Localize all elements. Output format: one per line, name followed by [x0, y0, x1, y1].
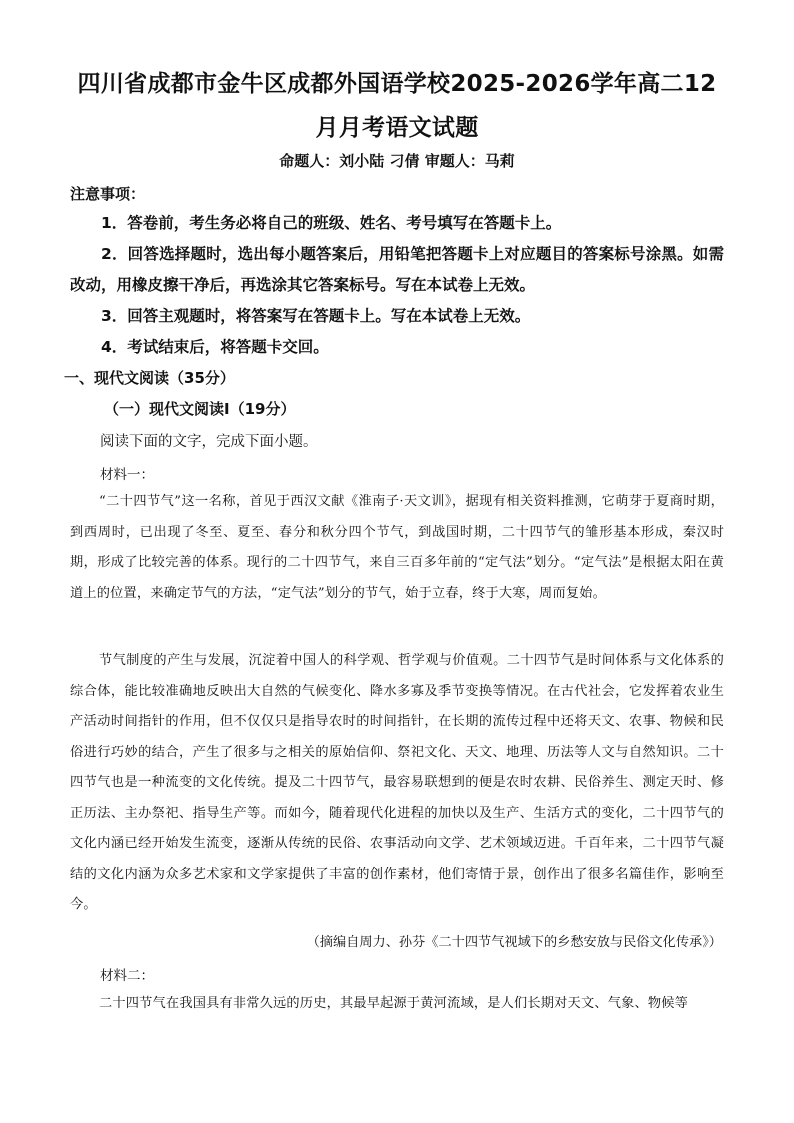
notice-item-3: 3．回答主观题时，将答案写在答题卡上。写在本试卷上无效。	[101, 307, 531, 325]
authors-line: 命题人：刘小陆 刁倩 审题人：马莉	[279, 152, 515, 170]
reading-instruction: 阅读下面的文字，完成下面小题。	[100, 434, 318, 450]
section-heading: 一、现代文阅读（35分）	[64, 369, 235, 387]
material-1-paragraph-2: 节气制度的产生与发展，沉淀着中国人的科学观、哲学观与价值观。二十四节气是时间体系与文化体系的综合体，能比较准确地反映出大自然的气候变化、降水多寡及季节变换等情况。在古代社会，它发挥着农业生产活动时间指针的作用，但不仅仅只是指导农时的时间指针，在长期的流传过程中还将天文、农事、物候和民俗进行巧妙的结合，产生了很多与之相关的原始信仰、祭祀文化、天文、地理、历法等人文与自然知识。二十四节气也是一种流变的文化传统。提及二十四节气，最容易联想到的便是农时农耕、民俗养生、测定天时、修正历法、主办祭祀、指导生产等。而如今，随着现代化进程的加快以及生产、生活方式的变化，二十四节气的文化内涵已经开始发生流变，逐渐从传统的民俗、农事活动向文学、艺术领域迈进。千百年来，二十四节气凝结的文化内涵为众多艺术家和文学家提供了丰富的创作素材，他们寄情于景，创作出了很多名篇佳作，影响至今。	[70, 653, 724, 912]
notice-item-2: 2．回答选择题时，选出每小题答案后，用铅笔把答题卡上对应题目的答案标号涂黑。如需改动，用橡皮擦干净后，再选涂其它答案标号。写在本试卷上无效。	[70, 245, 724, 294]
material-1-source: （摘编自周力、孙芬《二十四节气视域下的乡愁安放与民俗文化传承》）	[306, 935, 722, 950]
material-2-paragraph-1: 二十四节气在我国具有非常久远的历史，其最早起源于黄河流域，是人们长期对天文、气象、物候等	[99, 996, 689, 1011]
subsection-heading: （一）现代文阅读Ⅰ（19分）	[104, 400, 296, 418]
material-1-paragraph-1: “二十四节气”这一名称，首见于西汉文献《淮南子·天文训》，据现有相关资料推测，它萌芽于夏商时期，到西周时，已出现了冬至、夏至、春分和秋分四个节气，到战国时期，二十四节气的雏形基本形成，秦汉时期，形成了比较完善的体系。现行的二十四节气，来自三百多年前的“定气法”划分。“定气法”是根据太阳在黄道上的位置，来确定节气的方法，“定气法”划分的节气，始于立春，终于大寒，周而复始。	[70, 494, 724, 601]
material-1-label: 材料一：	[100, 467, 154, 483]
notice-item-1: 1．答卷前，考生务必将自己的班级、姓名、考号填写在答题卡上。	[101, 214, 562, 232]
exam-title: 四川省成都市金牛区成都外国语学校2025-2026学年高二12月月考语文试题	[77, 71, 717, 141]
material-2-label: 材料二：	[100, 968, 154, 984]
notice-heading: 注意事项：	[70, 185, 146, 203]
notice-item-4: 4．考试结束后，将答题卡交回。	[101, 338, 329, 356]
